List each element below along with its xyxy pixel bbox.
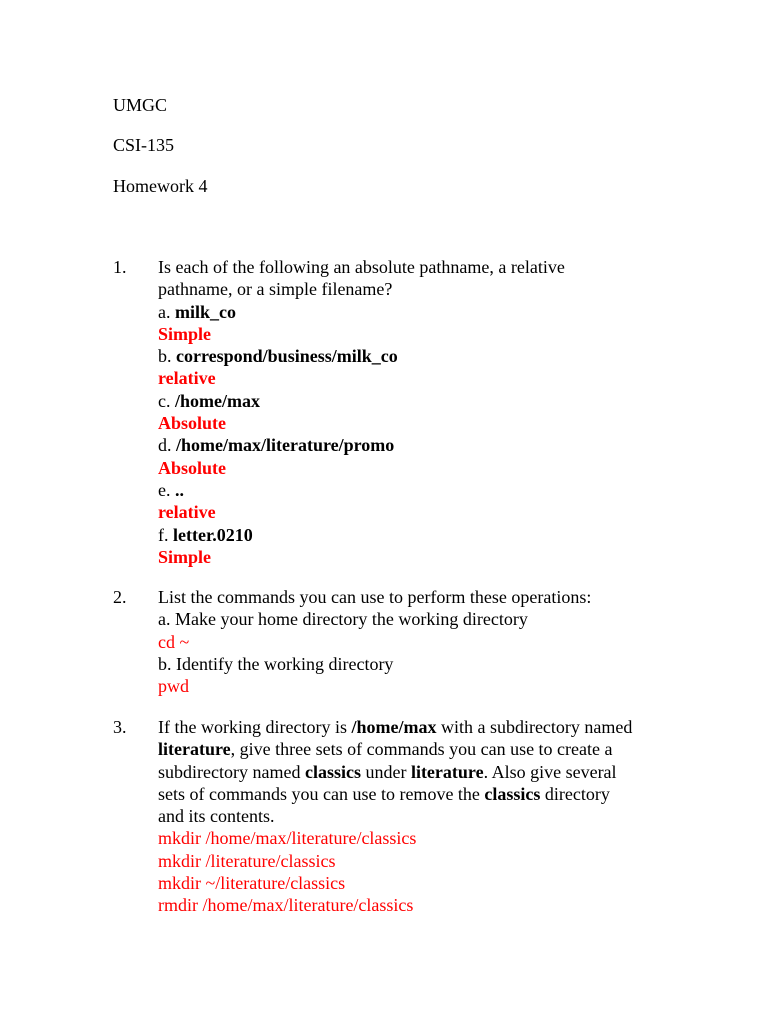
question-prompt <box>158 761 673 783</box>
answer-text: Absolute <box>158 457 227 478</box>
answer-text: mkdir /literature/classics <box>158 850 336 871</box>
answer-text: pwd <box>158 676 189 697</box>
list-item <box>158 524 673 546</box>
prompt-path: literature <box>158 739 231 760</box>
prompt-path: classics <box>304 761 361 782</box>
answer-text: rmdir /home/max/literature/classics <box>158 895 414 916</box>
question-prompt <box>158 738 673 760</box>
item-prefix: a. <box>158 301 175 322</box>
prompt-path: literature <box>410 761 484 782</box>
prompt-text: sets of commands you can use to remove the <box>158 783 485 804</box>
course-code: CSI-135 <box>113 135 175 155</box>
answer-text: Absolute <box>158 413 227 434</box>
answer-text: cd ~ <box>158 631 190 652</box>
question-prompt: List the commands you can use to perform these operations: <box>158 587 592 607</box>
item-path: /home/max/literature/promo <box>176 435 395 456</box>
list-item: a. Make your home directory the working directory <box>158 609 528 630</box>
prompt-path: /home/max <box>351 717 437 737</box>
question-number: 1. <box>113 257 127 277</box>
question-prompt: and its contents. <box>158 806 275 827</box>
prompt-text: subdirectory named <box>158 761 305 782</box>
item-prefix: f. <box>158 524 173 545</box>
answer-text: Simple <box>158 546 212 567</box>
question-prompt: Is each of the following an absolute pathname, a relative <box>158 257 565 277</box>
prompt-text: directory <box>540 783 610 804</box>
item-path: milk_co <box>175 301 236 322</box>
item-prefix: b. <box>158 346 176 367</box>
prompt-text: , give three sets of commands you can use to create a <box>230 739 613 760</box>
item-path: letter.0210 <box>173 524 253 545</box>
assignment-title: Homework 4 <box>113 176 208 196</box>
prompt-text: . Also give several <box>483 761 617 782</box>
item-path: correspond/business/milk_co <box>176 346 398 367</box>
prompt-text: If the working directory is <box>158 717 352 737</box>
question-body <box>158 256 673 568</box>
school-name: UMGC <box>113 95 168 115</box>
prompt-text: under <box>360 761 411 782</box>
prompt-path: classics <box>484 783 541 804</box>
item-path: .. <box>175 479 184 500</box>
question-prompt <box>158 783 673 805</box>
question-number: 3. <box>113 717 127 737</box>
list-item: b. Identify the working directory <box>158 653 394 674</box>
list-item <box>158 345 673 367</box>
list-item <box>158 390 673 412</box>
question-body <box>158 586 673 697</box>
question-prompt <box>158 716 673 738</box>
answer-text: relative <box>158 368 216 389</box>
item-path: /home/max <box>175 390 260 411</box>
item-prefix: d. <box>158 435 176 456</box>
question-prompt: pathname, or a simple filename? <box>158 279 393 300</box>
list-item <box>158 434 673 456</box>
answer-text: mkdir /home/max/literature/classics <box>158 828 417 849</box>
answer-text: relative <box>158 502 216 523</box>
item-prefix: c. <box>158 390 175 411</box>
item-prefix: e. <box>158 479 175 500</box>
list-item <box>158 479 673 501</box>
answer-text: Simple <box>158 323 212 344</box>
question-number: 2. <box>113 587 127 607</box>
list-item <box>158 301 673 323</box>
prompt-text: with a subdirectory named <box>436 717 633 737</box>
answer-text: mkdir ~/literature/classics <box>158 873 346 894</box>
question-body <box>158 716 673 917</box>
